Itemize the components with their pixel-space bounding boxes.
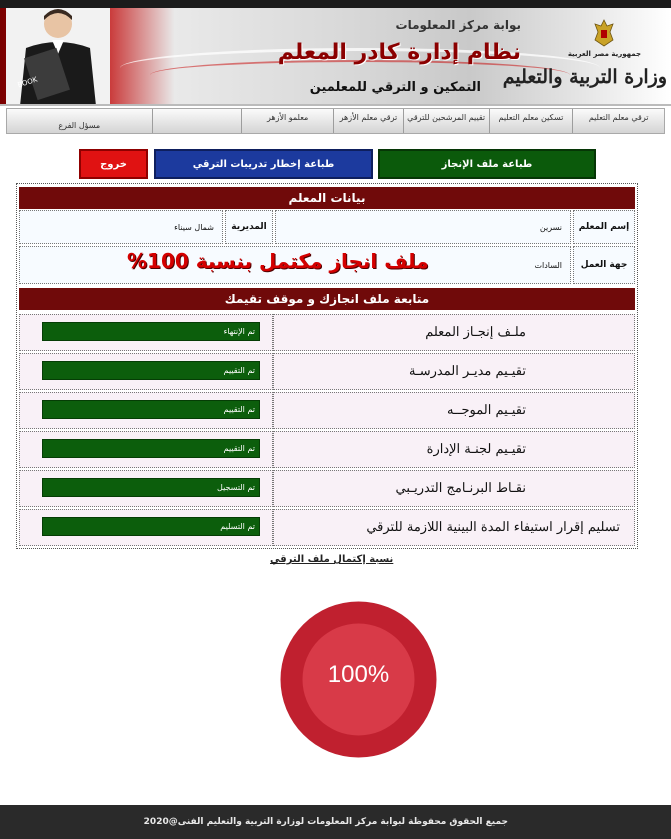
teacher-section-title: بيانات المعلم	[19, 187, 635, 209]
status-row-item: تقيـيم لجنـة الإدارة	[273, 431, 635, 468]
status-row-item: نقـاط البرنـامج التدريـبي	[273, 470, 635, 507]
header-banner	[0, 8, 671, 106]
completion-banner-text: ملف انجاز مكتمل بنسبة 100%	[127, 249, 429, 273]
status-row-item: ملـف إنجـاز المعلم	[273, 314, 635, 351]
nav-item-promote-teacher[interactable]: ترقي معلم التعليم	[572, 109, 664, 133]
nav-item-promote-azhar[interactable]: ترقي معلم الأزهر	[333, 109, 403, 133]
footer-corner	[631, 779, 671, 805]
directorate-value: شمال سيناء	[19, 210, 223, 244]
status-badge: تم التقييم	[42, 361, 260, 380]
svg-text:BOOK: BOOK	[16, 75, 39, 90]
completion-ratio-link[interactable]: نسبة إكتمال ملف الترقي	[270, 554, 394, 565]
footer	[0, 805, 671, 839]
status-row	[19, 392, 635, 429]
footer-copyright: جميع الحقوق محفوظة لبوابة مركز المعلومات لوزارة التربية والتعليم الفنى@2020	[143, 817, 508, 827]
status-cell	[19, 392, 273, 429]
teacher-name-label: إسم المعلم	[573, 210, 635, 244]
egypt-eagle-icon	[593, 18, 615, 48]
nav-item-branch-admin[interactable]: مسؤل الفرع	[58, 121, 101, 130]
portal-title: بوابة مركز المعلومات	[395, 18, 521, 32]
status-row	[19, 314, 635, 351]
status-badge: تم التسليم	[42, 517, 260, 536]
nav-item-evaluate-candidates[interactable]: تقييم المرشحين للترقي	[403, 109, 489, 133]
status-row	[19, 470, 635, 507]
nav-item-azhar-teachers[interactable]: معلمو الأزهر	[241, 109, 333, 133]
status-cell	[19, 353, 273, 390]
status-badge: تم الإنتهاء	[42, 322, 260, 341]
top-strip	[0, 0, 671, 8]
work-place-label: جهة العمل	[573, 246, 635, 284]
status-cell	[19, 431, 273, 468]
status-badge: تم التقييم	[42, 439, 260, 458]
status-row-item: تقيـيم الموجــه	[273, 392, 635, 429]
teacher-panel	[16, 183, 638, 549]
exit-button[interactable]: خروج	[79, 149, 148, 179]
status-cell	[19, 509, 273, 546]
ministry-name: وزارة التربية والتعليم	[502, 66, 667, 88]
system-title: نظام إدارة كادر المعلم	[277, 40, 521, 65]
tracking-section-title: متابعة ملف انجازك و موقف تقيمك	[19, 288, 635, 310]
emblem-caption: جمهورية مصر العربية	[567, 50, 641, 58]
print-file-button[interactable]: طباعة ملف الإنجاز	[378, 149, 596, 179]
nav-item-empty[interactable]	[152, 109, 242, 133]
teacher-illustration	[6, 8, 110, 106]
status-row	[19, 353, 635, 390]
status-row-item: تسليم إقرار استيفاء المدة البينية اللازمة للترقي	[273, 509, 635, 546]
status-row-item: تقيـيم مديـر المدرسـة	[273, 353, 635, 390]
donut-center-label: 100%	[327, 661, 390, 688]
teacher-name-value: نسرين	[275, 210, 571, 244]
status-row	[19, 431, 635, 468]
status-row	[19, 509, 635, 546]
status-badge: تم التقييم	[42, 400, 260, 419]
print-notice-button[interactable]: طباعة إخطار تدريبات الترقي	[154, 149, 373, 179]
status-cell	[19, 470, 273, 507]
status-badge: تم التسجيل	[42, 478, 260, 497]
status-cell	[19, 314, 273, 351]
work-place-value: السادات	[19, 246, 571, 284]
directorate-label: المديرية	[225, 210, 273, 244]
system-subtitle: التمكين و الترقي للمعلمين	[309, 80, 481, 95]
main-nav	[6, 108, 665, 134]
nav-item-assign-teacher[interactable]: تسكين معلم التعليم	[489, 109, 573, 133]
